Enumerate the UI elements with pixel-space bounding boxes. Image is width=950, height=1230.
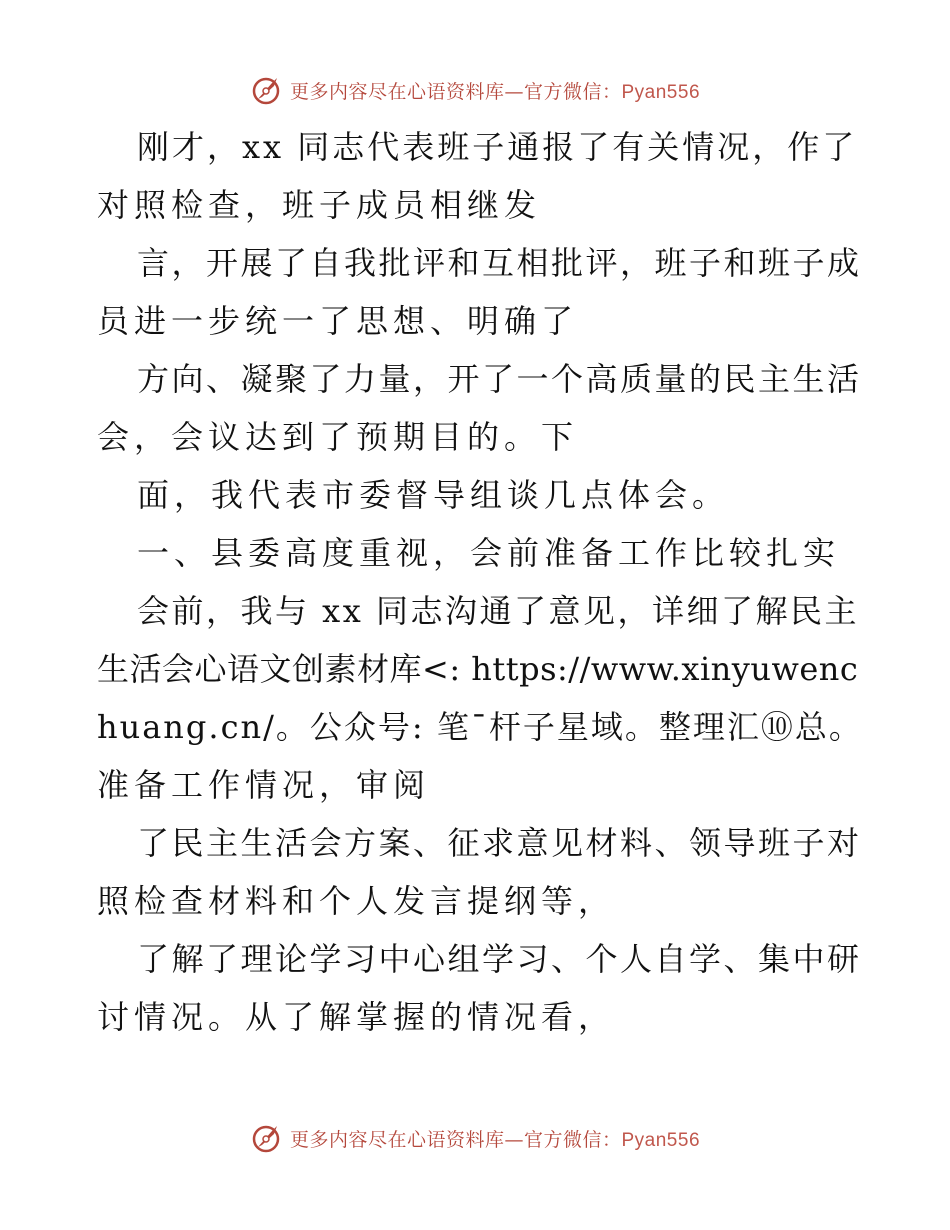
text-line: 讨情况。从了解掌握的情况看， <box>97 998 616 1036</box>
text-line: 对照检查，班子成员相继发 <box>97 186 542 224</box>
text-line: 生活会心语文创素材库<: https://www.xinyuwenc <box>97 650 859 688</box>
text-line: 言，开展了自我批评和互相批评，班子和班子成 <box>137 244 862 282</box>
footer-banner <box>0 1118 950 1158</box>
text-line: 方向、凝聚了力量，开了一个高质量的民主生活 <box>137 360 862 398</box>
banner-wechat-id: Pyan556 <box>621 81 701 103</box>
text-line: huang.cn/。公众号: 笔¯杆子星域。整理汇⑩总。 <box>97 708 863 746</box>
document-body <box>97 118 867 1046</box>
header-banner <box>0 70 950 110</box>
text-line: 了民主生活会方案、征求意见材料、领导班子对 <box>137 824 862 862</box>
text-line: 准备工作情况，审阅 <box>97 766 431 804</box>
banner-label: 更多内容尽在心语资料库—官方微信： <box>289 1128 622 1151</box>
text-line: 员进一步统一了思想、明确了 <box>97 302 579 340</box>
text-line: 一、县委高度重视，会前准备工作比较扎实 <box>137 534 841 572</box>
banner-text <box>290 77 700 104</box>
banner-label: 更多内容尽在心语资料库—官方微信： <box>289 80 622 103</box>
text-line: 了解了理论学习中心组学习、个人自学、集中研 <box>137 940 862 978</box>
text-line: 会，会议达到了预期目的。下 <box>97 418 579 456</box>
text-line: 刚才，xx 同志代表班子通报了有关情况，作了 <box>137 128 858 166</box>
banner-wechat-id: Pyan556 <box>621 1129 701 1151</box>
quill-pen-logo-icon <box>250 1121 284 1155</box>
text-line: 照检查材料和个人发言提纲等， <box>97 882 616 920</box>
text-line: 面，我代表市委督导组谈几点体会。 <box>137 476 730 514</box>
text-line: 会前，我与 xx 同志沟通了意见，详细了解民主 <box>137 592 859 630</box>
banner-text <box>290 1125 700 1152</box>
quill-pen-logo-icon <box>250 73 284 107</box>
